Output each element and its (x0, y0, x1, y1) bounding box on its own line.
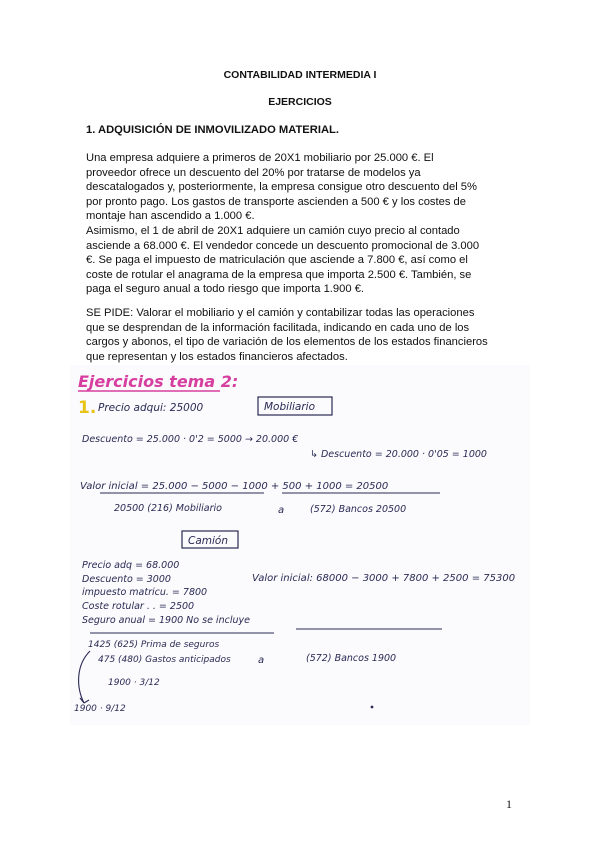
camion-insurance-line: Seguro anual = 1900 No se incluye (82, 615, 250, 626)
camion-box-label: Camión (188, 535, 228, 547)
mob-initial-value: Valor inicial = 25.000 − 5000 − 1000 + 500 + 1000 = 20500 (80, 481, 389, 492)
course-title: CONTABILIDAD INTERMEDIA I (223, 69, 377, 81)
ink-dot (371, 706, 374, 709)
request-line: que representan y los estados financieros afectados. (86, 350, 348, 363)
camion-tax-line: impuesto matricu. = 7800 (82, 587, 208, 598)
mob-entry-debit: 20500 (216) Mobiliario (114, 503, 222, 514)
exercise-heading: 1. ADQUISICIÓN DE INMOVILIZADO MATERIAL. (86, 124, 339, 136)
statement-line: asciende a 68.000 €. El vendedor concede un descuento promocional de 3.000 (86, 239, 480, 252)
statement-line: €. Se paga el impuesto de matriculación que asciende a 7.800 €, así como el (86, 254, 468, 267)
statement-line: por pronto pago. Los gastos de transporte ascienden a 500 € y los costes de (86, 195, 467, 208)
page-number: 1 (506, 797, 512, 811)
request-line: SE PIDE: Valorar el mobiliario y el camión y contabilizar todas las operaciones (86, 307, 475, 319)
exercise-statement (86, 151, 516, 297)
camion-label-cost-line: Coste rotular . . = 2500 (82, 601, 195, 612)
request-line: que se desprendan de la información facilitada, indicando en cada uno de los (86, 321, 470, 334)
request-line: cargos y abonos, el tipo de variación de los elementos de los estados financieros (86, 336, 488, 349)
exercise-request (86, 306, 516, 364)
camion-initial-value: Valor inicial: 68000 − 3000 + 7800 + 2500 = 75300 (252, 573, 516, 584)
bracket-arrow (79, 651, 90, 703)
mob-box-label: Mobiliario (264, 401, 315, 413)
statement-line: Una empresa adquiere a primeros de 20X1 mobiliario por 25.000 €. El (86, 152, 434, 164)
mob-entry-sep: a (278, 505, 285, 516)
handwritten-notes-drawing (70, 365, 530, 725)
mob-discount-line: Descuento = 25.000 · 0'2 = 5000 → 20.000 € (82, 434, 299, 445)
camion-calc1: 1900 · 3/12 (108, 678, 160, 688)
camion-discount-line: Descuento = 3000 (82, 574, 171, 585)
arrow-head (80, 698, 89, 703)
item-number: 1. (78, 398, 97, 418)
statement-line: descatalogados y, posteriormente, la empresa consigue otro descuento del 5% (86, 181, 477, 194)
handwritten-notes (70, 365, 530, 725)
statement-line: coste de rotular el anagrama de la empresa que importa 2.500 €. También, se (86, 268, 472, 281)
section-title: EJERCICIOS (268, 96, 332, 108)
camion-entry-sep: a (258, 655, 265, 666)
mob-entry-credit: (572) Bancos 20500 (310, 504, 407, 515)
camion-entry-debit2: 475 (480) Gastos anticipados (98, 655, 231, 665)
statement-line: paga el seguro anual a todo riesgo que importa 1.900 €. (86, 283, 365, 296)
statement-line: proveedor ofrece un descuento del 20% por tratarse de modelos ya (86, 166, 421, 179)
camion-price-line: Precio adq = 68.000 (82, 560, 180, 571)
camion-entry-debit1: 1425 (625) Prima de seguros (88, 640, 220, 650)
camion-calc2: 1900 · 9/12 (74, 704, 126, 714)
statement-line: montaje han ascendido a 1.000 €. (86, 210, 255, 223)
mob-discount2-line: ↳ Descuento = 20.000 · 0'05 = 1000 (310, 449, 487, 460)
notes-title: Ejercicios tema 2: (78, 372, 239, 391)
mob-price-line: Precio adqui: 25000 (98, 402, 204, 414)
camion-entry-credit: (572) Bancos 1900 (306, 653, 397, 664)
statement-line: Asimismo, el 1 de abril de 20X1 adquiere un camión cuyo precio al contado (86, 224, 460, 237)
